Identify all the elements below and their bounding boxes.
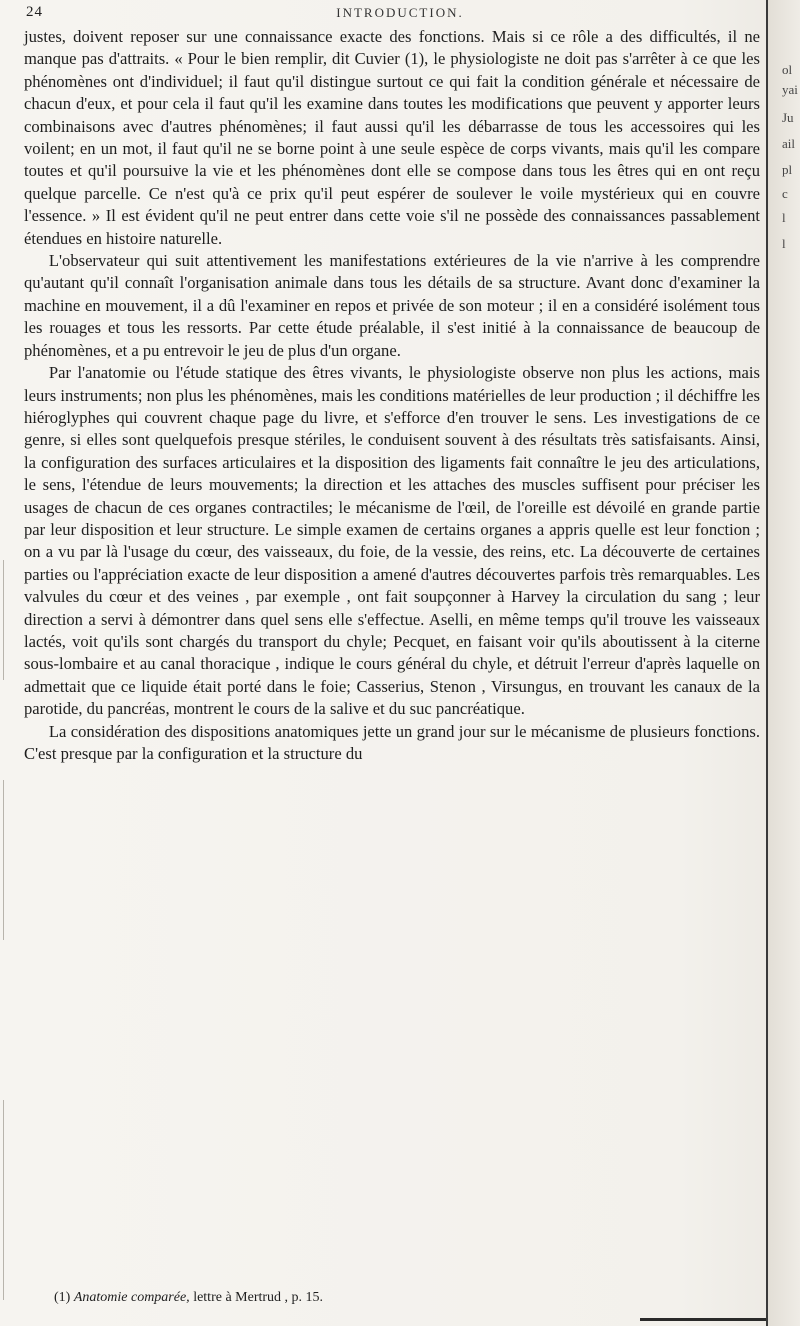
footnote-title: Anatomie comparée, (73, 1290, 190, 1305)
margin-fragment: c (782, 186, 788, 201)
left-margin-marks (0, 0, 14, 1326)
margin-fragment: ol (782, 62, 793, 77)
margin-fragment: yai (782, 82, 798, 97)
margin-fragment: l (782, 210, 786, 225)
margin-fragment: Ju (782, 110, 794, 125)
footnote (54, 1290, 323, 1306)
paragraph: L'observateur qui suit attentivement les manifestations extérieures de la vie n'arrive à les comprendre qu'autant qu'il connaît l'organisation animale dans tous les détails de sa structure. Avant donc d'examiner la machine en mouvement, il a dû l'examiner en repos et privée de son moteur ; il en a considéré isolément tous les rouages et tous les ressorts. Par cette étude préalable, il s'est initié à la connaissance de beaucoup de phénomènes, et a pu entrevoir le jeu de plus d'un organe. (24, 251, 760, 360)
bottom-rule (640, 1318, 766, 1321)
page-header (0, 4, 800, 24)
margin-fragment: ail (782, 136, 795, 151)
margin-fragment: l (782, 236, 786, 251)
running-title: INTRODUCTION. (336, 5, 464, 20)
footnote-text: lettre à Mertrud , p. 15. (193, 1290, 324, 1305)
paragraph: Par l'anatomie ou l'étude statique des êtres vivants, le physiologiste observe non plus les actions, mais leurs instruments; non plus les phénomènes, mais les conditions matérielles de leur production ; il déchiffre les hiéroglyphes qui couvrent chaque page du livre, et s'efforce d'en trouver le sens. Les investigations de ce genre, si elles sont quelquefois presque stériles, le conduisent souvent à des résultats très satisfaisants. Ainsi, la configuration des surfaces articulaires et la disposition des ligaments fait connaître le jeu des articulations, le sens, l'étendue de leurs mouvements; la direction et les attaches des muscles suffisent pour préciser les usages de chacun de ces organes contractiles; le mécanisme de l'œil, de l'oreille est dévoilé en grande partie par leur disposition et leur structure. Le simple examen de certains organes a appris quelle est leur fonction ; on a vu par là l'usage du cœur, des vaisseaux, du foie, de la vessie, des reins, etc. La découverte de certaines parties ou l'appréciation exacte de leur disposition a amené d'autres découvertes parfois très remarquables. Les valvules du cœur et des veines , par exemple , ont fait soupçonner à Harvey la circulation du sang ; leur direction a servi à démontrer dans quel sens elle s'effectue. Aselli, en même temps qu'il trouve les vaisseaux lactés, voit qu'ils sont chargés du transport du chyle; Pecquet, en faisant voir qu'ils aboutissent à la citerne sous-lombaire et au canal thoracique , indique le cours général du chyle, et détruit l'erreur d'après laquelle on admettait que ce liquide était porté dans le foie; Casserius, Stenon , Virsungus, en trouvant les canaux de la parotide, du pancréas, montrent le cours de la salive et du suc pancréatique. (24, 363, 760, 719)
body-text (24, 26, 760, 765)
paragraph: justes, doivent reposer sur une connaissance exacte des fonctions. Mais si ce rôle a des difficultés, il ne manque pas d'attraits. « Pour le bien remplir, dit Cuvier (1), le physiologiste ne doit pas s'arrêter à ce que les phénomènes ont d'individuel; il faut qu'il distingue surtout ce qui fait la condition générale et nécessaire de chacun d'eux, et pour cela il faut qu'il les examine dans toutes les modifications que peuvent y apporter leurs combinaisons avec d'autres phénomènes; il faut aussi qu'il les débarrasse de tous les accessoires qui les voilent; en un mot, il faut qu'il ne se borne point à une seule espèce de corps vivants, mais qu'il les compare toutes et qu'il poursuive la vie et les phénomènes dont elle se compose dans tous les êtres qui en ont reçu quelque parcelle. Ce n'est qu'à ce prix qu'il peut espérer de soulever le voile mystérieux qui en couvre l'essence. » Il est évident qu'il ne peut entrer dans cette voie s'il ne possède des connaissances passablement étendues en histoire naturelle. (24, 27, 760, 248)
margin-fragment: pl (782, 162, 793, 177)
page-number: 24 (26, 4, 43, 20)
facing-page-edge (766, 0, 800, 1326)
footnote-ref: (1) (54, 1290, 71, 1305)
paragraph: La considération des dispositions anatomiques jette un grand jour sur le mécanisme de plusieurs fonctions. C'est presque par la configuration et la structure du (24, 721, 760, 763)
